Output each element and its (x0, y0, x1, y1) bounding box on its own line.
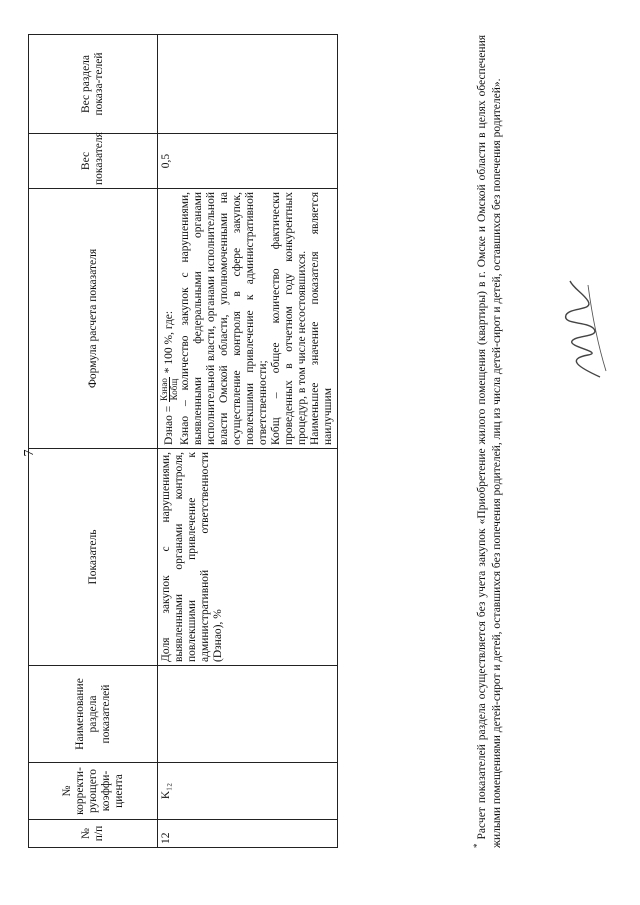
cell-formula (158, 189, 338, 449)
formula-expression: Dзнао = Кзнао Кобщ * 100 %, где: (159, 310, 179, 445)
cell-section (158, 666, 338, 763)
indicator-table (28, 34, 338, 848)
footnote (470, 35, 505, 848)
header-formula: Формула расчета показателя (29, 189, 158, 449)
header-section: Наименование раздела показателей (29, 666, 158, 763)
table-row (158, 35, 338, 848)
header-num: № п/п (29, 820, 158, 848)
formula-fraction: Кзнао Кобщ (159, 378, 179, 401)
footnote-marker: * (472, 843, 482, 848)
header-section-weight: Вес раздела показа-телей (29, 35, 158, 134)
formula-definition-1: Кзнао – количество закупок с нарушениями, выявленными федеральными органами исполнительной власти, органами исполнительной власти Омской области, уполномоченными на осуществление контроля в сфере закупок, повлекшими привлечение к административной ответственности; (179, 192, 269, 445)
handwritten-signature (548, 275, 618, 385)
cell-indicator: Доля закупок с нарушениями, выявленными органами контроля, повлекшими привлечение к административной ответственности (Dзнао), % (158, 449, 338, 666)
footnote-text: Расчет показателей раздела осуществляется без учета закупок «Приобретение жилого помещения (квартиры) в г. Омске и Омской области в целях обеспечения жилыми помещениями детей-сирот и детей, оставшихся без попечения родителей, лиц из числа детей-сирот и детей, оставшихся без попечения родителей». (475, 34, 503, 848)
cell-section-weight (158, 35, 338, 134)
page-number: 7 (22, 449, 37, 457)
cell-coef: K₁₂ (158, 763, 338, 820)
formula-definition-2: Кобщ – общее количество фактически проведенных в отчетном году конкурентных процедур, в том числе несостоявшихся. (270, 192, 308, 445)
table-header-row (29, 35, 158, 848)
header-weight: Вес показателя (29, 134, 158, 189)
header-coef: № корректи-рующего коэффи-циента (29, 763, 158, 820)
cell-weight: 0,5 (158, 134, 338, 189)
header-indicator: Показатель (29, 449, 158, 666)
cell-num: 12 (158, 820, 338, 848)
formula-note: Наименьшее значение показателя является наилучшим (309, 192, 334, 445)
